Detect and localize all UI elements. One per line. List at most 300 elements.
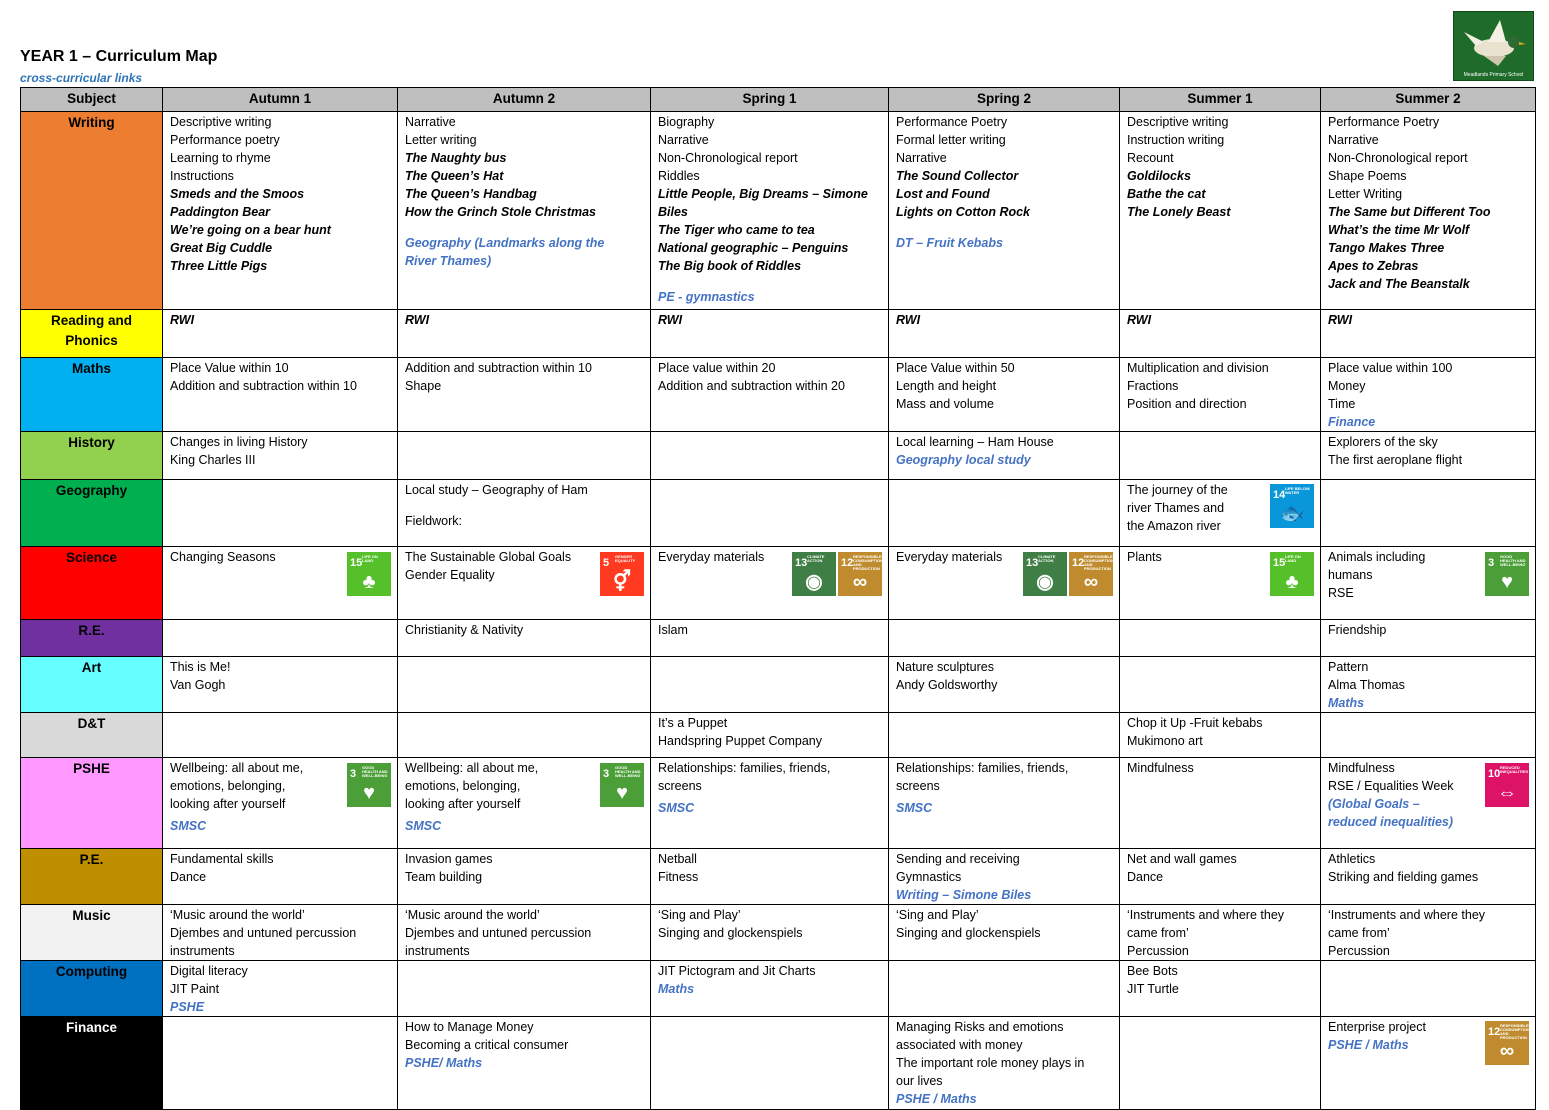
cell-text: Length and height: [896, 379, 997, 393]
cell-content: [896, 658, 1112, 712]
cross-curricular-link: Writing – Simone Biles: [896, 888, 1032, 902]
cell-content: [896, 311, 1112, 357]
cell-content: [658, 433, 881, 479]
cross-curricular-link: DT – Fruit Kebabs: [896, 236, 1003, 250]
subject-cell: PSHE: [21, 758, 163, 849]
curriculum-cell: [1120, 758, 1321, 849]
sdg-number: 15: [350, 557, 363, 569]
table-row: [21, 849, 1536, 905]
cell-content: [658, 714, 881, 757]
cell-content: [658, 1018, 881, 1109]
curriculum-cell: [1120, 1017, 1321, 1110]
cell-text: The journey of the: [1127, 483, 1228, 497]
curriculum-cell: [889, 620, 1120, 657]
spacer: [896, 221, 1112, 234]
sdg-number: 5: [603, 557, 610, 569]
sdg-number: 3: [603, 768, 610, 780]
cell-content: [1127, 759, 1313, 848]
curriculum-cell: [651, 657, 889, 713]
responsible-consumption-glyph-icon: ∞: [1083, 571, 1099, 593]
subject-cell: Finance: [21, 1017, 163, 1110]
cell-text: RWI: [658, 313, 683, 327]
cell-text: Fitness: [658, 870, 699, 884]
cell-text: associated with money: [896, 1038, 1023, 1052]
cell-text: Biles: [658, 205, 688, 219]
cell-text: Formal letter writing: [896, 133, 1006, 147]
curriculum-cell: [1321, 310, 1536, 358]
sdg-label: LIFE BELOW WATER: [1285, 486, 1310, 495]
cell-text: Performance Poetry: [1328, 115, 1440, 129]
cell-text: Wellbeing: all about me,: [405, 761, 539, 775]
cell-text: Singing and glockenspiels: [658, 926, 803, 940]
cell-content: [170, 1018, 390, 1109]
sdg-label: GOOD HEALTH AND WELL-BEING: [362, 765, 388, 778]
cell-text: Little People, Big Dreams – Simone: [658, 187, 868, 201]
cell-text: Place Value within 50: [896, 361, 1015, 375]
cell-text: Three Little Pigs: [170, 259, 268, 273]
cell-text: looking after yourself: [405, 797, 521, 811]
cell-content: [170, 658, 390, 712]
cell-text: Percussion: [1328, 944, 1390, 958]
curriculum-cell: [163, 849, 398, 905]
curriculum-cell: [1321, 849, 1536, 905]
cell-text: Apes to Zebras: [1328, 259, 1419, 273]
cell-text: It’s a Puppet: [658, 716, 728, 730]
curriculum-cell: [163, 432, 398, 480]
cell-text: Great Big Cuddle: [170, 241, 273, 255]
cell-text: ‘Instruments and where they: [1328, 908, 1486, 922]
curriculum-cell: [398, 758, 651, 849]
curriculum-cell: [398, 310, 651, 358]
cell-content: [1328, 481, 1528, 546]
curriculum-cell: [889, 432, 1120, 480]
cell-text: Chop it Up -Fruit kebabs: [1127, 716, 1263, 730]
curriculum-cell: [1321, 713, 1536, 758]
cell-content: [1328, 113, 1528, 309]
col-header-spring-2: Spring 2: [889, 88, 1120, 112]
cell-text: Nature sculptures: [896, 660, 994, 674]
cell-text: RWI: [1328, 313, 1353, 327]
curriculum-cell: [398, 480, 651, 547]
cell-content: [1328, 1018, 1528, 1109]
good-health-glyph-icon: ♥: [363, 782, 375, 804]
cell-text: RWI: [1127, 313, 1152, 327]
cell-text: Lost and Found: [896, 187, 990, 201]
subject-cell: D&T: [21, 713, 163, 758]
cell-text: Friendship: [1328, 623, 1387, 637]
sdg-label: GOOD HEALTH AND WELL-BEING: [1500, 554, 1526, 567]
cell-text: Recount: [1127, 151, 1174, 165]
cell-text: Changing Seasons: [170, 550, 276, 564]
curriculum-cell: [889, 1017, 1120, 1110]
cell-text: Performance poetry: [170, 133, 280, 147]
cell-text: Fractions: [1127, 379, 1179, 393]
cell-text: Jack and The Beanstalk: [1328, 277, 1470, 291]
life-below-water-sdg-icon: [1270, 484, 1314, 528]
curriculum-cell: [1120, 849, 1321, 905]
curriculum-cell: [163, 620, 398, 657]
page-title: YEAR 1 – Curriculum Map: [20, 48, 218, 65]
cell-content: [1127, 433, 1313, 479]
curriculum-cell: [398, 905, 651, 961]
cell-text: Managing Risks and emotions: [896, 1020, 1064, 1034]
cell-content: [896, 621, 1112, 656]
cell-text: Instruction writing: [1127, 133, 1225, 147]
cell-text: Letter Writing: [1328, 187, 1403, 201]
curriculum-cell: [163, 310, 398, 358]
cell-text: This is Me!: [170, 660, 231, 674]
cell-text: ‘Instruments and where they: [1127, 908, 1285, 922]
cell-text: The Sustainable Global Goals: [405, 550, 572, 564]
table-row: [21, 758, 1536, 849]
cell-text: RWI: [170, 313, 195, 327]
cell-text: Mindfulness: [1328, 761, 1395, 775]
sdg-label: RESPONSIBLE CONSUMPTION AND PRODUCTION: [1084, 554, 1114, 571]
cell-text: Team building: [405, 870, 483, 884]
cell-text: came from’: [1328, 926, 1390, 940]
curriculum-cell: [398, 432, 651, 480]
cell-content: [405, 359, 643, 431]
table-row: [21, 310, 1536, 358]
curriculum-cell: [651, 358, 889, 432]
cross-curricular-link: Finance: [1328, 415, 1376, 429]
cell-text: Addition and subtraction within 10: [170, 379, 357, 393]
cross-curricular-link: PSHE/ Maths: [405, 1056, 483, 1070]
cell-text: JIT Turtle: [1127, 982, 1179, 996]
curriculum-cell: [1120, 480, 1321, 547]
cell-content: [896, 481, 1112, 546]
life-below-water-glyph-icon: 🐟: [1279, 503, 1305, 525]
cross-curricular-link: Maths: [658, 982, 695, 996]
cell-content: [896, 359, 1112, 431]
curriculum-cell: [163, 657, 398, 713]
curriculum-cell: [651, 432, 889, 480]
cell-content: [658, 658, 881, 712]
curriculum-cell: [398, 620, 651, 657]
curriculum-cell: [398, 358, 651, 432]
curriculum-cell: [889, 849, 1120, 905]
subject-cell: Music: [21, 905, 163, 961]
cell-content: [896, 548, 1112, 619]
sdg-number: 3: [1488, 557, 1495, 569]
cell-content: [170, 359, 390, 431]
curriculum-cell: [163, 961, 398, 1017]
cell-text: Bathe the cat: [1127, 187, 1206, 201]
curriculum-cell: [651, 713, 889, 758]
cell-text: humans: [1328, 568, 1373, 582]
curriculum-cell: [163, 758, 398, 849]
cross-curricular-link: Geography (Landmarks along the: [405, 236, 605, 250]
cell-text: Pattern: [1328, 660, 1369, 674]
cell-text: ‘Music around the world’: [405, 908, 540, 922]
climate-action-glyph-icon: ◉: [1036, 571, 1054, 593]
cell-content: [1328, 359, 1528, 431]
cell-content: [658, 850, 881, 904]
curriculum-cell: [163, 358, 398, 432]
cell-content: [170, 759, 390, 848]
cell-text: The Sound Collector: [896, 169, 1019, 183]
cell-content: [1328, 311, 1528, 357]
curriculum-cell: [1120, 961, 1321, 1017]
subject-cell: Science: [21, 547, 163, 620]
cell-text: Van Gogh: [170, 678, 226, 692]
cell-content: [1328, 658, 1528, 712]
cell-text: ‘Sing and Play’: [658, 908, 741, 922]
cell-content: [170, 548, 390, 619]
curriculum-cell: [651, 1017, 889, 1110]
curriculum-cell: [163, 713, 398, 758]
cell-content: [896, 962, 1112, 1016]
curriculum-cell: [1120, 713, 1321, 758]
cell-content: [405, 658, 643, 712]
sdg-label: LIFE ON LAND: [362, 554, 378, 563]
curriculum-cell: [398, 112, 651, 310]
sdg-number: 3: [350, 768, 357, 780]
cell-text: emotions, belonging,: [405, 779, 521, 793]
cell-text: ‘Music around the world’: [170, 908, 305, 922]
curriculum-cell: [163, 112, 398, 310]
cross-curricular-link: SMSC: [896, 801, 933, 815]
cross-curricular-link: SMSC: [170, 819, 207, 833]
cell-content: [896, 1018, 1112, 1109]
cell-text: Shape Poems: [1328, 169, 1407, 183]
cell-text: Plants: [1127, 550, 1162, 564]
good-health-glyph-icon: ♥: [616, 782, 628, 804]
curriculum-cell: [163, 480, 398, 547]
cross-curricular-link: PSHE: [170, 1000, 205, 1014]
subject-cell: Art: [21, 657, 163, 713]
cell-text: Addition and subtraction within 20: [658, 379, 845, 393]
subject-cell: R.E.: [21, 620, 163, 657]
cell-text: RSE: [1328, 586, 1354, 600]
cell-text: Singing and glockenspiels: [896, 926, 1041, 940]
cell-text: Mass and volume: [896, 397, 994, 411]
cell-text: Wellbeing: all about me,: [170, 761, 304, 775]
curriculum-cell: [398, 961, 651, 1017]
cell-content: [170, 113, 390, 309]
cell-text: Changes in living History: [170, 435, 308, 449]
responsible-consumption-sdg-icon: [1485, 1021, 1529, 1065]
cell-content: [405, 548, 643, 619]
cell-text: river Thames and: [1127, 501, 1225, 515]
cell-text: Athletics: [1328, 852, 1376, 866]
cell-text: Islam: [658, 623, 688, 637]
cell-content: [405, 850, 643, 904]
cell-text: Local learning – Ham House: [896, 435, 1054, 449]
cell-text: Learning to rhyme: [170, 151, 271, 165]
curriculum-cell: [1120, 905, 1321, 961]
cell-content: [1328, 906, 1528, 960]
curriculum-cell: [889, 112, 1120, 310]
cell-content: [1127, 658, 1313, 712]
cell-text: The Queen’s Handbag: [405, 187, 537, 201]
cell-text: Andy Goldsworthy: [896, 678, 998, 692]
cell-text: Tango Makes Three: [1328, 241, 1445, 255]
cell-text: RSE / Equalities Week: [1328, 779, 1454, 793]
col-header-spring-1: Spring 1: [651, 88, 889, 112]
cell-text: instruments: [405, 944, 470, 958]
responsible-consumption-sdg-icon: [1069, 552, 1113, 596]
cell-text: The Tiger who came to tea: [658, 223, 815, 237]
cell-text: screens: [896, 779, 940, 793]
sdg-label: RESPONSIBLE CONSUMPTION AND PRODUCTION: [1500, 1023, 1530, 1040]
cell-text: What’s the time Mr Wolf: [1328, 223, 1470, 237]
sdg-label: RESPONSIBLE CONSUMPTION AND PRODUCTION: [853, 554, 883, 571]
sdg-number: 12: [841, 557, 854, 569]
curriculum-cell: [889, 905, 1120, 961]
cell-text: Biography: [658, 115, 715, 129]
spacer: [405, 221, 643, 234]
curriculum-cell: [1321, 620, 1536, 657]
cell-text: Dance: [1127, 870, 1164, 884]
cell-text: Net and wall games: [1127, 852, 1237, 866]
cross-curricular-link: reduced inequalities): [1328, 815, 1454, 829]
col-header-subject: Subject: [21, 88, 163, 112]
cell-text: King Charles III: [170, 453, 256, 467]
cell-text: Enterprise project: [1328, 1020, 1426, 1034]
school-logo: [1453, 11, 1534, 81]
cell-content: [896, 759, 1112, 848]
cell-text: Smeds and the Smoos: [170, 187, 305, 201]
cell-text: Animals including: [1328, 550, 1426, 564]
cell-text: Multiplication and division: [1127, 361, 1269, 375]
cross-curricular-link: PSHE / Maths: [896, 1092, 977, 1106]
curriculum-cell: [163, 905, 398, 961]
life-on-land-sdg-icon: [347, 552, 391, 596]
cell-text: Everyday materials: [658, 550, 765, 564]
cell-text: The first aeroplane flight: [1328, 453, 1463, 467]
curriculum-cell: [1120, 310, 1321, 358]
table-row: [21, 657, 1536, 713]
cell-text: Place value within 20: [658, 361, 776, 375]
cell-content: [405, 906, 643, 960]
curriculum-cell: [1321, 112, 1536, 310]
cell-text: Netball: [658, 852, 697, 866]
cell-text: Alma Thomas: [1328, 678, 1405, 692]
cell-text: We’re going on a bear hunt: [170, 223, 331, 237]
curriculum-cell: [1120, 547, 1321, 620]
curriculum-cell: [651, 310, 889, 358]
cell-content: [170, 714, 390, 757]
cell-content: [658, 481, 881, 546]
cell-text: Place Value within 10: [170, 361, 289, 375]
good-health-sdg-icon: [347, 763, 391, 807]
curriculum-cell: [889, 358, 1120, 432]
cell-content: [1127, 113, 1313, 309]
cell-text: How to Manage Money: [405, 1020, 534, 1034]
table-row: [21, 1017, 1536, 1110]
cell-text: the Amazon river: [1127, 519, 1221, 533]
spacer: [405, 499, 643, 512]
cell-text: Fundamental skills: [170, 852, 274, 866]
page-subtitle: cross-curricular links: [20, 71, 143, 85]
good-health-glyph-icon: ♥: [1501, 571, 1513, 593]
header-row: [21, 88, 1536, 112]
curriculum-cell: [889, 480, 1120, 547]
curriculum-cell: [651, 905, 889, 961]
cell-text: The Same but Different Too: [1328, 205, 1491, 219]
cell-content: [896, 850, 1112, 904]
curriculum-cell: [651, 849, 889, 905]
cross-curricular-link: SMSC: [658, 801, 695, 815]
cell-text: Addition and subtraction within 10: [405, 361, 592, 375]
cell-text: Explorers of the sky: [1328, 435, 1438, 449]
cell-content: [170, 906, 390, 960]
cell-text: Relationships: families, friends,: [658, 761, 831, 775]
cell-text: came from’: [1127, 926, 1189, 940]
cell-text: Local study – Geography of Ham: [405, 483, 588, 497]
curriculum-cell: [1321, 358, 1536, 432]
cell-content: [405, 113, 643, 309]
col-header-summer-2: Summer 2: [1321, 88, 1536, 112]
cell-text: Everyday materials: [896, 550, 1003, 564]
cell-content: [1328, 714, 1528, 757]
cell-text: JIT Pictogram and Jit Charts: [658, 964, 816, 978]
cell-text: RWI: [896, 313, 921, 327]
logo-text: Meadlands Primary School: [1463, 72, 1524, 78]
curriculum-cell: [889, 310, 1120, 358]
cell-content: [1127, 906, 1313, 960]
cell-content: [658, 906, 881, 960]
cell-content: [1127, 548, 1313, 619]
cell-content: [1127, 850, 1313, 904]
cell-text: Non-Chronological report: [1328, 151, 1468, 165]
curriculum-cell: [651, 480, 889, 547]
cell-content: [896, 714, 1112, 757]
table-row: [21, 432, 1536, 480]
table-row: [21, 713, 1536, 758]
cross-curricular-link: SMSC: [405, 819, 442, 833]
curriculum-cell: [163, 547, 398, 620]
good-health-sdg-icon: [600, 763, 644, 807]
cell-text: Descriptive writing: [170, 115, 272, 129]
cell-content: [405, 759, 643, 848]
climate-action-sdg-icon: [792, 552, 836, 596]
cell-content: [1127, 714, 1313, 757]
subject-cell: Reading and Phonics: [21, 310, 163, 358]
cell-content: [658, 113, 881, 309]
curriculum-cell: [651, 758, 889, 849]
cross-curricular-link: (Global Goals –: [1328, 797, 1420, 811]
cell-text: Letter writing: [405, 133, 477, 147]
cell-text: our lives: [896, 1074, 943, 1088]
cell-text: Dance: [170, 870, 207, 884]
col-header-autumn-2: Autumn 2: [398, 88, 651, 112]
curriculum-cell: [1120, 112, 1321, 310]
cell-text: Digital literacy: [170, 964, 248, 978]
cell-content: [405, 621, 643, 656]
cell-text: Narrative: [405, 115, 456, 129]
sdg-number: 13: [795, 557, 808, 569]
cell-content: [1127, 359, 1313, 431]
cell-content: [1328, 850, 1528, 904]
climate-action-sdg-icon: [1023, 552, 1067, 596]
sdg-label: CLIMATE ACTION: [807, 554, 825, 563]
curriculum-cell: [398, 547, 651, 620]
responsible-consumption-glyph-icon: ∞: [852, 571, 868, 593]
cell-text: Invasion games: [405, 852, 493, 866]
cell-text: Narrative: [658, 133, 709, 147]
curriculum-cell: [1321, 758, 1536, 849]
sdg-number: 15: [1273, 557, 1286, 569]
col-header-summer-1: Summer 1: [1120, 88, 1321, 112]
table-row: [21, 547, 1536, 620]
curriculum-cell: [1120, 620, 1321, 657]
table-row: [21, 905, 1536, 961]
curriculum-cell: [1321, 657, 1536, 713]
curriculum-cell: [1120, 657, 1321, 713]
subject-cell: Geography: [21, 480, 163, 547]
